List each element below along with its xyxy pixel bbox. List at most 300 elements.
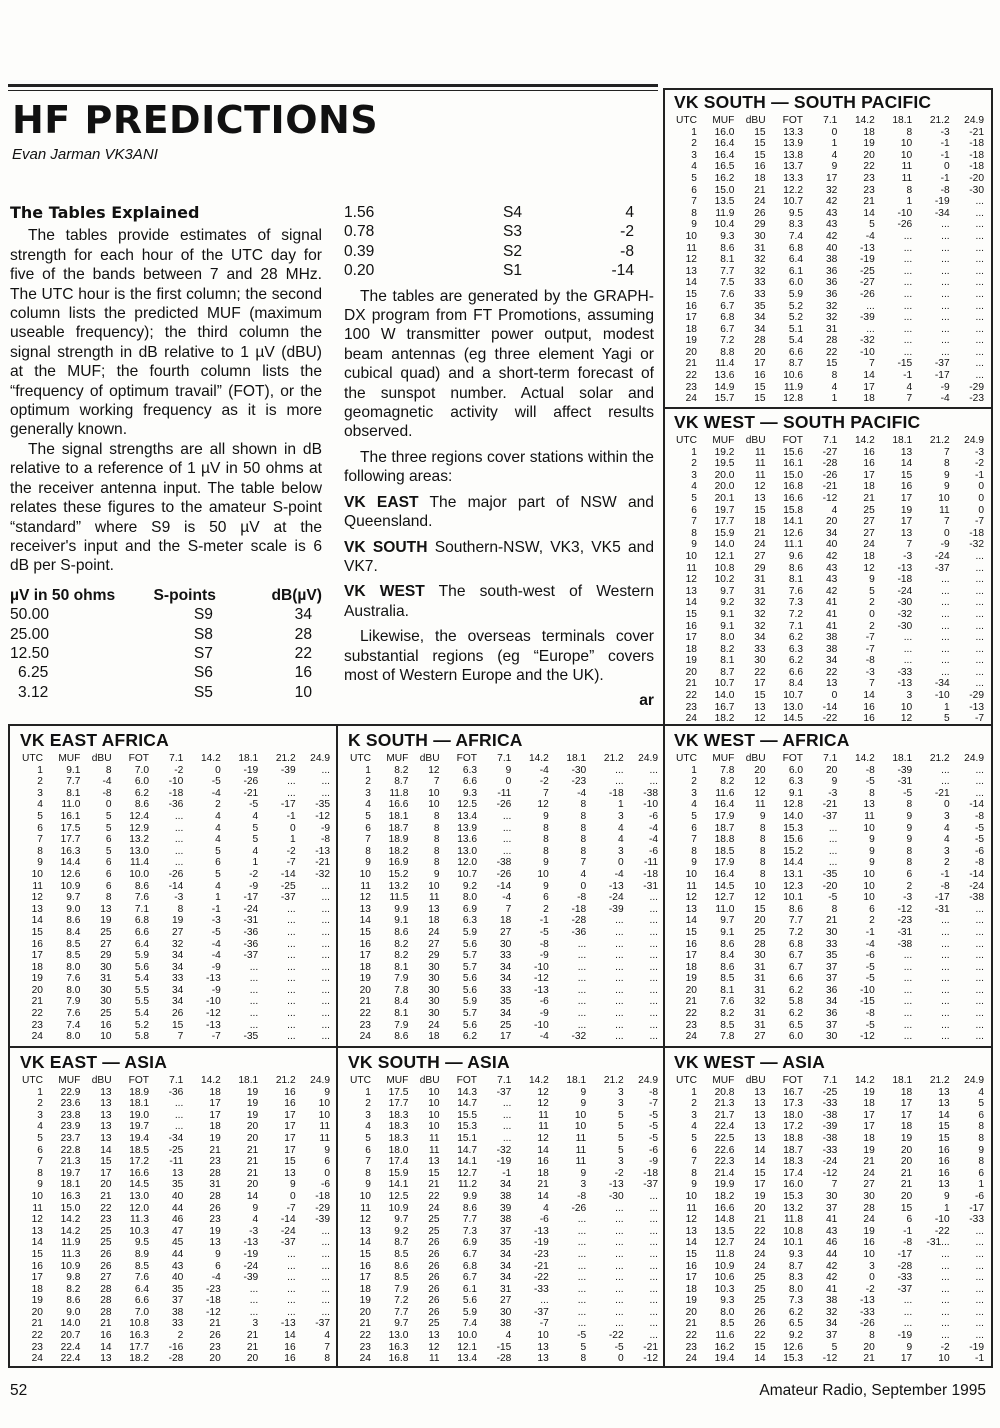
table-cell: 18 (537, 1167, 549, 1179)
table-row (674, 1342, 986, 1354)
table-cell: -6 (865, 950, 875, 962)
table-row (674, 644, 986, 656)
table-cell: 12.4 (129, 810, 150, 822)
table-cell: 8.5 (720, 973, 735, 985)
table-cell: 8 (869, 787, 875, 799)
table-cell: 20 (685, 1306, 697, 1318)
table-cell: ... (287, 926, 296, 938)
author: Evan Jarman VK3ANI (12, 146, 158, 163)
table-cell: -22 (608, 1330, 624, 1342)
table-cell: -7 (865, 632, 875, 644)
table-cell: 33 (825, 938, 838, 950)
table-cell: 5 (105, 822, 112, 834)
table-row (674, 1353, 986, 1365)
table-cell: 11.6 (715, 1330, 735, 1342)
table-cell: ... (975, 550, 984, 562)
table-cell: 18 (863, 1132, 875, 1144)
table-cell: 12.7 (714, 1237, 735, 1249)
table-cell: 9.7 (720, 915, 735, 927)
table-cell: ... (577, 1318, 587, 1330)
table-row (674, 243, 986, 255)
table-cell: 17.7 (714, 516, 735, 528)
table-cell: 8.7 (788, 1260, 804, 1272)
table-cell: 7.3 (788, 597, 804, 609)
spoints-row (344, 261, 654, 280)
table-cell: ... (615, 1260, 624, 1272)
table-cell: -18 (643, 1167, 658, 1179)
table-cell: 21 (246, 1144, 259, 1156)
spoints-cell: S8 (193, 625, 213, 643)
table-cell: ... (649, 764, 658, 776)
table-cell: 7.9 (394, 1019, 409, 1031)
table-cell: 27 (499, 926, 512, 938)
table-cell: 8.2 (720, 776, 735, 788)
table-cell: 13.2 (129, 834, 150, 846)
table-row (348, 834, 660, 846)
spoints-cell: -14 (611, 262, 634, 280)
table-cell: ... (577, 1237, 587, 1249)
table-cell: 6.8 (788, 938, 804, 950)
table-cell: 5 (869, 585, 875, 597)
table-cell: -26 (860, 1318, 875, 1330)
table-cell: ... (975, 1008, 984, 1020)
table-cell: 5 (252, 834, 259, 846)
table-cell: -37 (496, 1086, 512, 1098)
table-cell: 18.2 (129, 1353, 150, 1365)
table-cell: ... (249, 1306, 259, 1318)
table-cell: ... (975, 335, 984, 347)
table-cell: 7.9 (66, 996, 81, 1008)
table-cell: 5.5 (134, 984, 150, 996)
table-cell: 20.7 (60, 1330, 81, 1342)
table-cell: 6 (906, 868, 913, 880)
table-cell: 23 (359, 1341, 371, 1353)
spoints-table (10, 586, 322, 702)
table-cell: ... (321, 950, 330, 962)
table-cell: -32 (496, 1144, 512, 1156)
table-cell: ... (975, 1272, 984, 1284)
table-cell: 15.2 (388, 868, 409, 880)
table-row (348, 765, 660, 777)
table-cell: ... (577, 973, 587, 985)
table-cell: 14 (685, 915, 697, 927)
table-cell: 0 (978, 492, 984, 504)
table-cell: 7 (543, 787, 549, 799)
table-cell: 21 (685, 1318, 697, 1330)
header-rule-thin (8, 90, 658, 91)
table-row (674, 1020, 986, 1032)
table-cell: 23 (209, 1341, 221, 1353)
table-cell: -12 (206, 1306, 221, 1318)
column-header: FOT (782, 1075, 804, 1086)
table-cell: 17 (863, 381, 875, 393)
table-cell: 11.4 (129, 857, 150, 869)
table-row (20, 823, 332, 835)
table-cell: 10 (685, 868, 697, 880)
table-cell: 8.0 (462, 892, 478, 904)
table-cell: 8 (580, 822, 587, 834)
column-header: 7.1 (823, 435, 838, 446)
table-cell: 10 (428, 799, 440, 811)
table-cell: -20 (969, 172, 984, 184)
table-cell: -37 (643, 1179, 658, 1191)
table-title: VK SOUTH — ASIA (348, 1052, 510, 1072)
table-cell: -1 (903, 1225, 913, 1237)
paragraph-overseas: Likewise, the overseas terminals cover substantial regions (eg “Europe” covers most of Western Europe and the UK). (344, 628, 654, 684)
table-cell: 13 (428, 1156, 440, 1168)
table-cell: ... (903, 655, 913, 667)
frame-left (8, 724, 10, 1368)
table-cell: 11.6 (715, 787, 735, 799)
table-cell: 16.8 (388, 1353, 409, 1365)
table-cell: 30 (428, 973, 440, 985)
table-cell: 10 (428, 787, 440, 799)
table-cell: -18 (571, 903, 587, 915)
table-cell: 9.9 (462, 1190, 478, 1202)
table-cell: ... (502, 845, 512, 857)
table-cell: 12.5 (457, 799, 478, 811)
column-header: dBU (419, 753, 440, 764)
table-cell: -19 (934, 196, 950, 208)
table-cell: -26 (496, 799, 512, 811)
table-cell: 24 (754, 1248, 766, 1260)
table-cell: ... (615, 1306, 624, 1318)
table-cell: 13 (754, 1109, 766, 1121)
table-cell: 4 (691, 1121, 697, 1133)
table-cell: -26 (860, 288, 875, 300)
table-cell: 22 (359, 1330, 371, 1342)
table-cell: 26 (209, 1202, 221, 1214)
table-cell: -6 (539, 1214, 549, 1226)
table-cell: 7 (324, 1341, 330, 1353)
table-cell: ... (615, 961, 624, 973)
table-cell: 21 (359, 996, 371, 1008)
table-cell: -2 (974, 458, 984, 470)
table-cell: 32 (825, 312, 838, 324)
table-cell: 16.6 (783, 492, 804, 504)
table-cell: 4 (365, 1121, 371, 1133)
table-cell: 25 (754, 1295, 766, 1307)
spoints-row (10, 625, 322, 644)
table-row (20, 939, 332, 951)
table-row (674, 528, 986, 540)
table-cell: 2 (37, 1098, 43, 1110)
table-cell: 18 (685, 1283, 697, 1295)
table-cell: 9 (906, 1341, 913, 1353)
table-cell: 11 (686, 562, 697, 574)
table-cell: -11 (644, 857, 658, 869)
table-cell: 17 (359, 1272, 371, 1284)
table-cell: 9 (906, 822, 913, 834)
table-cell: 36 (825, 984, 838, 996)
table-row (20, 1330, 332, 1342)
table-cell: ... (321, 973, 330, 985)
table-cell: 13.4 (457, 1353, 478, 1365)
table-cell: 14 (359, 915, 371, 927)
table-cell: -19 (496, 1156, 512, 1168)
table-row (348, 1226, 660, 1238)
table-cell: 0 (580, 880, 587, 892)
table-cell: -8 (865, 1008, 875, 1020)
table-cell: -18 (315, 1190, 330, 1202)
table-cell: 43 (825, 219, 838, 231)
table-cell: 11.8 (715, 1248, 735, 1260)
table-cell: -6 (320, 1179, 330, 1191)
table-cell: 15 (685, 1248, 697, 1260)
table-row (674, 196, 986, 208)
table-cell: 19 (31, 973, 43, 985)
table-cell: ... (866, 300, 875, 312)
table-cell: 6.3 (788, 776, 804, 788)
table-row (674, 1191, 986, 1203)
table-row (348, 881, 660, 893)
table-cell: 26 (754, 1306, 766, 1318)
table-cell: 2 (906, 880, 913, 892)
table-cell: -39 (315, 1214, 330, 1226)
table-cell: 4 (37, 1121, 43, 1133)
table-cell: 10.9 (714, 1260, 735, 1272)
table-cell: 16.8 (783, 481, 804, 493)
table-cell: 21 (31, 996, 43, 1008)
table-cell: 12.9 (129, 822, 150, 834)
table-row (674, 1318, 986, 1330)
table-title: K SOUTH — AFRICA (348, 730, 523, 750)
table-cell: 10 (938, 492, 950, 504)
table-cell: 23.6 (60, 1098, 81, 1110)
table-cell: 24 (863, 1167, 875, 1179)
table-cell: -10 (534, 961, 549, 973)
table-cell: 9 (869, 857, 875, 869)
table-cell: -8 (865, 764, 875, 776)
table-cell: 19.7 (129, 1121, 150, 1133)
table-vk-east-asia (12, 1052, 334, 1365)
table-cell: 21 (537, 1179, 549, 1191)
table-cell: 1 (37, 764, 43, 776)
table-cell: 2 (37, 776, 43, 788)
table-cell: 12 (359, 1214, 371, 1226)
table-cell: 15 (938, 1121, 950, 1133)
table-cell: ... (975, 312, 984, 324)
table-cell: -17 (934, 892, 950, 904)
table-cell: ... (321, 984, 330, 996)
table-cell: 26 (754, 207, 766, 219)
table-cell: 4 (215, 822, 221, 834)
table-cell: ... (649, 1237, 658, 1249)
table-cell: 18.2 (714, 1190, 735, 1202)
table-row (20, 1272, 332, 1284)
table-cell: 3 (580, 1179, 587, 1191)
table-cell: 12 (537, 1098, 549, 1110)
table-cell: ... (975, 950, 984, 962)
table-cell: 31 (754, 574, 766, 586)
table-cell: ... (321, 1237, 330, 1249)
table-cell: 23 (685, 1019, 697, 1031)
table-cell: 4 (691, 481, 697, 493)
table-cell: 15 (359, 1248, 371, 1260)
table-cell: 12.2 (783, 184, 804, 196)
table-cell: ... (174, 1109, 184, 1121)
table-cell: 10.6 (714, 1272, 735, 1284)
table-cell: 18.5 (714, 845, 735, 857)
table-cell: 22.6 (714, 1144, 735, 1156)
table-cell: -13 (608, 1179, 624, 1191)
table-cell: -10 (860, 984, 875, 996)
table-cell: -2 (174, 764, 184, 776)
table-cell: 28 (863, 1202, 875, 1214)
table-cell: 15.6 (783, 446, 804, 458)
table-cell: -8 (974, 810, 984, 822)
table-cell: 2 (869, 597, 875, 609)
table-cell: -2 (286, 845, 296, 857)
table-cell: 10.4 (714, 219, 735, 231)
table-cell: ... (649, 1214, 658, 1226)
table-cell: ... (649, 926, 658, 938)
table-cell: 5 (252, 822, 259, 834)
table-cell: 9 (978, 1144, 984, 1156)
table-cell: 4 (252, 810, 259, 822)
table-cell: 27 (171, 926, 184, 938)
table-cell: 30 (754, 950, 766, 962)
table-row (674, 516, 986, 528)
table-cell: 10 (428, 1086, 440, 1098)
table-cell: ... (975, 597, 984, 609)
table-cell: 6.2 (788, 984, 804, 996)
table-cell: 12 (537, 1132, 549, 1144)
table-cell: 8 (37, 845, 43, 857)
table-cell: 7.7 (66, 776, 81, 788)
table-cell: 6.9 (462, 1237, 478, 1249)
table-cell: 11.0 (61, 799, 81, 811)
table-cell: 28 (825, 335, 838, 347)
table-cell: 5 (37, 810, 43, 822)
table-cell: -4 (211, 787, 221, 799)
table-row (674, 632, 986, 644)
table-cell: ... (941, 984, 950, 996)
table-cell: 37 (825, 973, 838, 985)
table-cell: -3 (211, 915, 221, 927)
table-cell: -4 (539, 1031, 549, 1043)
table-cell: 20 (246, 1121, 259, 1133)
table-cell: -21 (243, 787, 259, 799)
table-row (674, 788, 986, 800)
table-cell: 5 (869, 219, 875, 231)
table-cell: 5 (37, 1132, 43, 1144)
table-cell: 19 (100, 915, 112, 927)
table-row (674, 324, 986, 336)
table-cell: 38 (825, 632, 838, 644)
table-cell: 11.9 (61, 1237, 81, 1249)
spoints-cell: -2 (620, 223, 634, 241)
column-header: 18.1 (238, 753, 259, 764)
table-cell: 11 (686, 1202, 697, 1214)
table-cell: ... (975, 915, 984, 927)
table-cell: 3 (943, 810, 950, 822)
table-cell: 4 (831, 381, 838, 393)
table-cell: 15 (900, 469, 913, 481)
table-row (674, 776, 986, 788)
table-cell: -5 (614, 1341, 624, 1353)
table-cell: 8 (365, 1167, 371, 1179)
table-cell: 7 (365, 1156, 371, 1168)
prediction-table (20, 1075, 332, 1365)
table-cell: 15 (100, 1156, 112, 1168)
table-cell: 12 (537, 799, 549, 811)
table-cell: -6 (974, 845, 984, 857)
table-cell: -32 (860, 335, 875, 347)
table-cell: ... (615, 764, 624, 776)
table-cell: 10 (100, 1031, 112, 1043)
table-cell: -5 (211, 776, 221, 788)
table-row (348, 939, 660, 951)
spoints-row (10, 605, 322, 624)
table-cell: ... (941, 597, 950, 609)
table-cell: ... (615, 1283, 624, 1295)
table-cell: 8.7 (720, 666, 735, 678)
table-cell: 8 (543, 822, 549, 834)
table-cell: -14 (280, 1214, 296, 1226)
article-column-2 (344, 203, 654, 711)
table-cell: 23.8 (60, 1109, 81, 1121)
table-cell: 16.3 (60, 845, 81, 857)
table-cell: -24 (608, 892, 624, 904)
column-header: dBU (745, 435, 766, 446)
table-cell: 6.0 (788, 277, 804, 289)
table-cell: 22 (100, 1202, 112, 1214)
table-cell: 14 (284, 1330, 296, 1342)
table-cell: ... (828, 834, 838, 846)
table-cell: 8.6 (66, 1295, 81, 1307)
table-row (674, 621, 986, 633)
table-row (348, 950, 660, 962)
table-cell: 13.3 (783, 172, 804, 184)
table-cell: 6.6 (134, 926, 150, 938)
table-cell: -9 (249, 880, 259, 892)
table-cell: 3 (617, 1098, 624, 1110)
table-cell: 21 (428, 1179, 440, 1191)
table-cell: 22 (754, 1330, 766, 1342)
table-cell: ... (321, 1306, 330, 1318)
table-cell: 14.4 (60, 857, 81, 869)
table-cell: 5 (831, 1341, 838, 1353)
table-cell: ... (941, 620, 950, 632)
table-cell: 14 (31, 1237, 43, 1249)
table-cell: ... (975, 196, 984, 208)
table-cell: 20 (359, 984, 371, 996)
table-cell: -25 (822, 1086, 838, 1098)
table-cell: 16 (284, 1353, 296, 1365)
table-cell: 11.0 (715, 903, 735, 915)
table-cell: 9 (433, 868, 440, 880)
table-cell: 8 (580, 845, 587, 857)
table-cell: 8 (759, 845, 766, 857)
table-cell: 20 (900, 1144, 913, 1156)
table-cell: 24 (754, 539, 766, 551)
table-cell: 17 (284, 1121, 296, 1133)
table-cell: 3 (617, 845, 624, 857)
table-row (348, 776, 660, 788)
table-cell: ... (941, 1019, 950, 1031)
table-cell: ... (321, 764, 330, 776)
table-vk-south-africa (340, 730, 662, 1043)
table-cell: 16 (100, 1019, 112, 1031)
table-cell: 28 (100, 1295, 112, 1307)
table-cell: 8.2 (66, 1283, 81, 1295)
table-cell: -7 (286, 857, 296, 869)
table-cell: -1 (865, 926, 875, 938)
table-cell: -18 (168, 787, 184, 799)
table-cell: ... (975, 323, 984, 335)
table-cell: 27 (863, 1179, 875, 1191)
